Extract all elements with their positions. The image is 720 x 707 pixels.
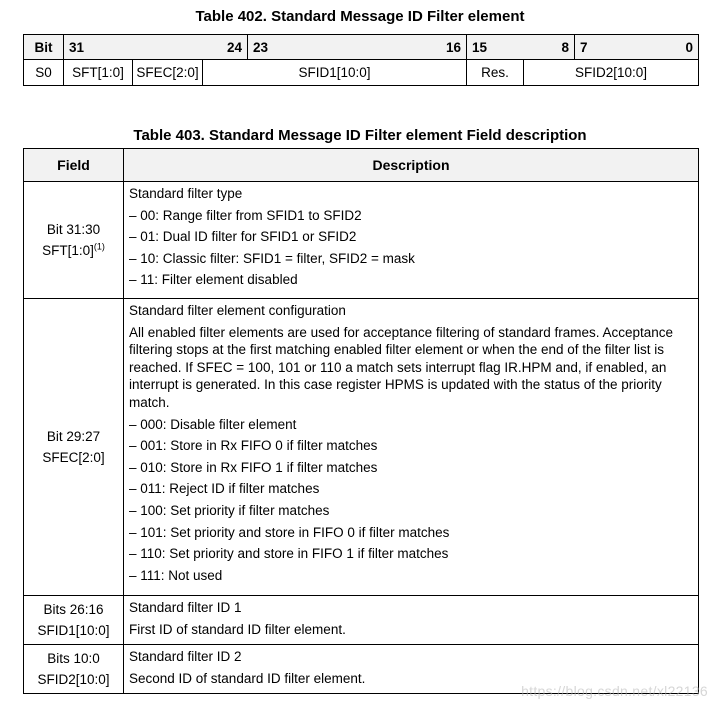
list-item: – 000: Disable filter element [129, 416, 297, 432]
field-sft: SFT[1:0] [64, 60, 133, 86]
list-item: – 10: Classic filter: SFID1 = filter, SFID2 = mask [129, 250, 415, 266]
table-403-caption: Table 403. Standard Message ID Filter element Field description [133, 127, 587, 144]
description-cell [124, 596, 699, 645]
bit-header-row [24, 35, 699, 60]
row-sft [24, 182, 699, 299]
bit-hi: 15 [472, 39, 488, 55]
list-item: – 001: Store in Rx FIFO 0 if filter matches [129, 438, 378, 454]
field-bits: Bits 10:0 [47, 651, 100, 666]
bit-label: Bit [24, 35, 64, 60]
bit-range-15-8 [467, 35, 575, 60]
list-item: – 100: Set priority if filter matches [129, 502, 330, 518]
bit-lo: 16 [445, 39, 461, 55]
list-item: – 11: Filter element disabled [129, 272, 298, 288]
bit-lo: 0 [685, 39, 694, 55]
desc-line: Second ID of standard ID filter element. [129, 670, 366, 686]
field-cell [24, 596, 124, 645]
list-item: – 101: Set priority and store in FIFO 0 if filter matches [129, 524, 450, 540]
desc-title: Standard filter ID 1 [129, 600, 242, 615]
footnote-ref: (1) [93, 241, 105, 252]
field-bits: Bit 29:27 [46, 429, 101, 444]
field-name: SFID1[10:0] [37, 623, 110, 638]
description-cell [124, 299, 699, 596]
field-cell [24, 182, 124, 299]
field-name: SFEC[2:0] [42, 450, 105, 465]
desc-line: First ID of standard ID filter element. [129, 621, 346, 637]
field-sfid2: SFID2[10:0] [524, 60, 699, 86]
bit-lo: 8 [561, 39, 570, 55]
bit-lo: 24 [226, 39, 242, 55]
list-item: – 111: Not used [129, 567, 223, 583]
field-sfec: SFEC[2:0] [133, 60, 203, 86]
field-sfid1: SFID1[10:0] [203, 60, 467, 86]
field-bits: Bit 31:30 [46, 222, 101, 237]
description-cell [124, 182, 699, 299]
bit-range-7-0 [575, 35, 699, 60]
bit-hi: 7 [580, 39, 588, 55]
list-item: – 011: Reject ID if filter matches [129, 481, 320, 497]
field-reserved: Res. [467, 60, 524, 86]
table-402-caption: Table 402. Standard Message ID Filter element [195, 8, 525, 25]
row-sfec [24, 299, 699, 596]
bit-range-23-16 [248, 35, 467, 60]
table-403-header [24, 149, 699, 182]
field-name: SFT[1:0]$^{(1)}$ [42, 241, 105, 258]
field-name: SFID2[10:0] [37, 672, 110, 687]
col-field: Field [24, 149, 124, 182]
table-402 [23, 34, 699, 86]
field-row-s0 [24, 60, 699, 86]
bit-hi: 31 [69, 39, 85, 55]
row-sfid1 [24, 596, 699, 645]
table-403 [23, 148, 699, 694]
field-cell [24, 299, 124, 596]
field-bits: Bits 26:16 [43, 602, 104, 617]
list-item: – 01: Dual ID filter for SFID1 or SFID2 [129, 229, 357, 245]
field-cell [24, 645, 124, 694]
row-label: S0 [24, 60, 64, 86]
watermark: https://blog.csdn.net/xl22136 [521, 683, 708, 699]
col-description: Description [124, 149, 699, 182]
list-item: – 110: Set priority and store in FIFO 1 if filter matches [129, 546, 449, 562]
list-item: – 00: Range filter from SFID1 to SFID2 [129, 207, 362, 223]
bit-range-31-24 [64, 35, 248, 60]
bit-hi: 23 [253, 39, 269, 55]
desc-title: Standard filter ID 2 [129, 649, 242, 664]
list-item: – 010: Store in Rx FIFO 1 if filter matches [129, 459, 378, 475]
desc-paragraph: All enabled filter elements are used for acceptance filtering of standard frames. Acceptance filtering stops at the first matching enabled filter element or when the end of the filter list is reached. If SFEC = 100, 101 or 110 a match sets interrupt flag IR.HPM and, if enabled, an interrupt is generated. In this case register HPMS is updated with the status of the priority match. [129, 324, 674, 410]
desc-title: Standard filter type [129, 186, 243, 201]
desc-title: Standard filter element configuration [129, 303, 346, 318]
